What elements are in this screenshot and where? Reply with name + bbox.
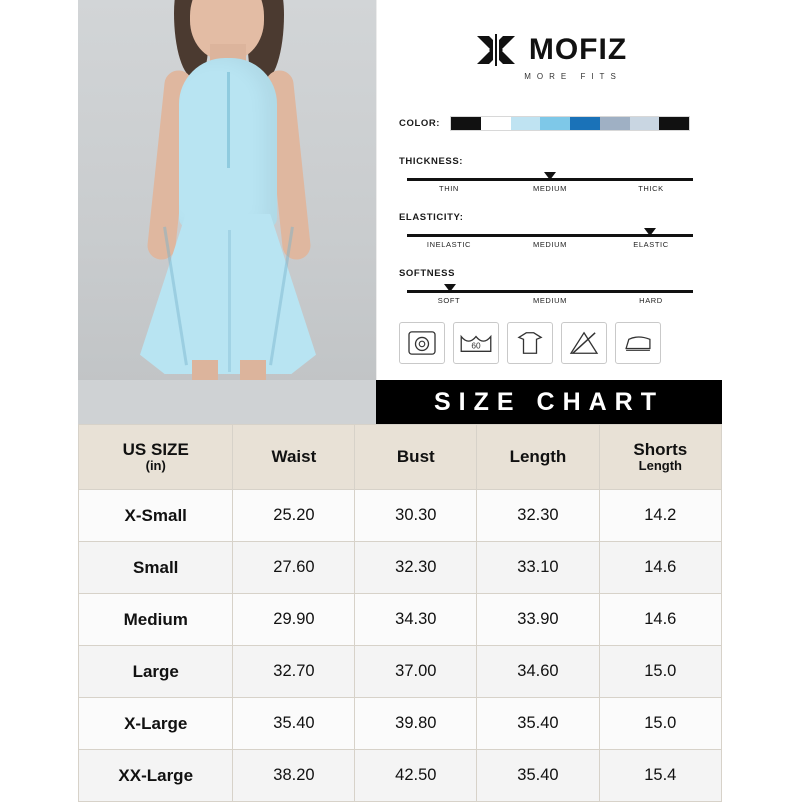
row-size: X-Large (79, 698, 233, 750)
brand-block (377, 30, 723, 81)
spec-elasticity (399, 212, 701, 254)
thickness-tick-medium: MEDIUM (532, 184, 567, 193)
color-swatch-sky-blue (540, 117, 570, 130)
softness-scale (399, 284, 701, 310)
table-row (79, 750, 722, 802)
row-bust: 42.50 (355, 750, 477, 802)
size-chart-table (78, 424, 722, 802)
color-label: COLOR: (399, 118, 441, 129)
row-shorts: 15.0 (599, 646, 721, 698)
table-row (79, 542, 722, 594)
row-waist: 32.70 (233, 646, 355, 698)
row-shorts: 15.4 (599, 750, 721, 802)
header-us-size-sub: (in) (145, 458, 166, 474)
color-swatch-light-blue (511, 117, 541, 130)
color-swatch-blue (570, 117, 600, 130)
softness-ticks (399, 296, 701, 305)
header-bust-main: Bust (396, 447, 435, 467)
softness-marker (444, 284, 456, 292)
header-shorts-length (599, 425, 721, 490)
color-swatch-black (451, 117, 481, 130)
row-shorts: 14.2 (599, 490, 721, 542)
row-bust: 37.00 (355, 646, 477, 698)
row-bust: 32.30 (355, 542, 477, 594)
thickness-marker (544, 172, 556, 180)
svg-text:60: 60 (471, 340, 481, 351)
header-length (477, 425, 599, 490)
table-row (79, 490, 722, 542)
row-size: X-Small (79, 490, 233, 542)
color-swatch-black-2 (659, 117, 689, 130)
row-waist: 38.20 (233, 750, 355, 802)
elasticity-tick-inelastic: INELASTIC (426, 240, 472, 249)
color-swatches (450, 116, 690, 131)
spec-color (399, 116, 701, 131)
row-length: 33.90 (477, 594, 599, 646)
brand-name: MOFIZ (528, 33, 628, 66)
row-bust: 34.30 (355, 594, 477, 646)
tumble-dry-icon (507, 322, 553, 364)
dress-zipper (227, 72, 230, 168)
row-waist: 25.20 (233, 490, 355, 542)
row-size: Medium (79, 594, 233, 646)
table-row (79, 698, 722, 750)
product-info-panel (376, 0, 723, 380)
elasticity-tick-medium: MEDIUM (532, 240, 567, 249)
care-instructions (399, 322, 701, 364)
row-waist: 35.40 (233, 698, 355, 750)
table-row (79, 646, 722, 698)
iron-low-heat-icon (615, 322, 661, 364)
elasticity-ticks (399, 240, 701, 249)
row-shorts: 15.0 (599, 698, 721, 750)
do-not-bleach-icon (561, 322, 607, 364)
row-waist: 27.60 (233, 542, 355, 594)
size-chart-banner (376, 380, 722, 424)
row-bust: 30.30 (355, 490, 477, 542)
header-shorts-sub: Length (638, 458, 682, 474)
color-swatch-white (481, 117, 511, 130)
elasticity-scale (399, 228, 701, 254)
spec-thickness (399, 156, 701, 198)
table-header-row (79, 425, 722, 490)
color-swatch-pale-blue (630, 117, 660, 130)
row-shorts: 14.6 (599, 594, 721, 646)
header-bust (355, 425, 477, 490)
machine-wash-icon (399, 322, 445, 364)
row-waist: 29.90 (233, 594, 355, 646)
row-size: XX-Large (79, 750, 233, 802)
header-waist (233, 425, 355, 490)
thickness-label: THICKNESS: (399, 156, 464, 167)
row-size: Large (79, 646, 233, 698)
row-length: 34.60 (477, 646, 599, 698)
color-swatch-grey-blue (600, 117, 630, 130)
softness-tick-medium: MEDIUM (532, 296, 567, 305)
elasticity-marker (644, 228, 656, 236)
header-waist-main: Waist (271, 447, 317, 467)
elasticity-label: ELASTICITY: (399, 212, 464, 223)
size-chart-title: SIZE CHART (434, 387, 664, 416)
top-section (78, 0, 722, 424)
brand-tagline: MORE FITS (524, 72, 622, 81)
row-length: 35.40 (477, 698, 599, 750)
header-us-size (79, 425, 233, 490)
header-length-main: Length (509, 447, 567, 467)
banner-left-fill (78, 380, 376, 424)
thickness-ticks (399, 184, 701, 193)
wash-60-degrees-icon (453, 322, 499, 364)
spec-softness (399, 268, 701, 310)
header-us-size-main: US SIZE (122, 439, 189, 459)
row-shorts: 14.6 (599, 542, 721, 594)
row-length: 32.30 (477, 490, 599, 542)
row-bust: 39.80 (355, 698, 477, 750)
product-photo (78, 0, 376, 424)
skirt-fold-center (228, 230, 231, 372)
softness-tick-soft: SOFT (437, 296, 461, 305)
softness-tick-hard: HARD (639, 296, 663, 305)
thickness-tick-thick: THICK (638, 184, 664, 193)
elasticity-tick-elastic: ELASTIC (633, 240, 669, 249)
softness-label: SOFTNESS (399, 268, 456, 279)
table-row (79, 594, 722, 646)
thickness-tick-thin: THIN (439, 184, 459, 193)
row-length: 35.40 (477, 750, 599, 802)
header-shorts-main: Shorts (633, 439, 688, 459)
thickness-scale (399, 172, 701, 198)
interlocking-knot-logo-icon (473, 30, 519, 70)
row-length: 33.10 (477, 542, 599, 594)
row-size: Small (79, 542, 233, 594)
